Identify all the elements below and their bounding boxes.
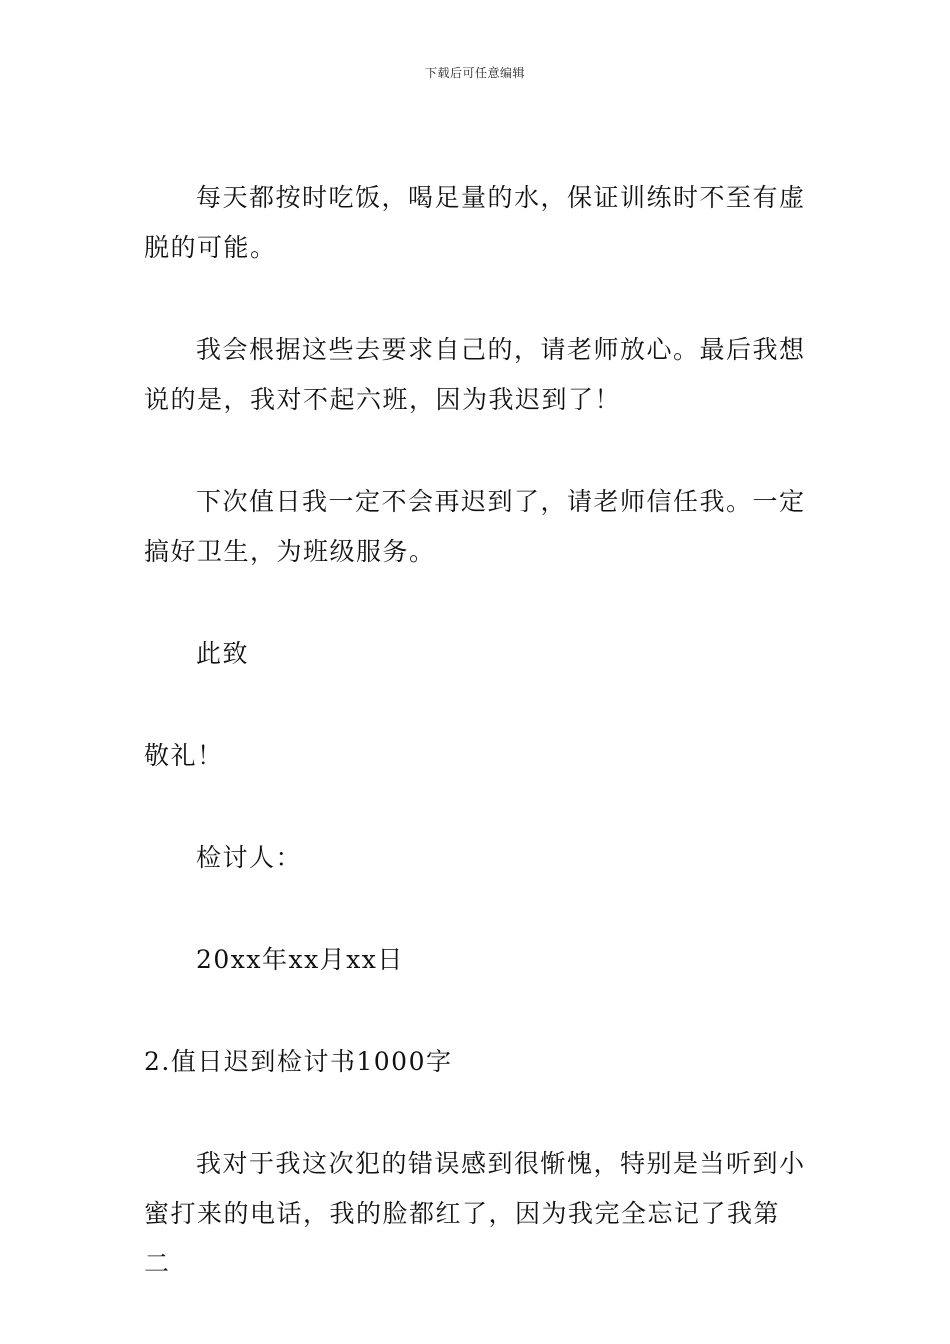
paragraph: 我会根据这些去要求自己的，请老师放心。最后我想说的是，我对不起六班，因为我迟到了！: [144, 335, 806, 414]
paragraph: 每天都按时吃饭，喝足量的水，保证训练时不至有虚脱的可能。: [144, 183, 806, 262]
paragraph: 我对于我这次犯的错误感到很惭愧，特别是当听到小蜜打来的电话，我的脸都红了，因为我完全忘记了我第二: [144, 1149, 806, 1278]
section-heading: 2.值日迟到检讨书1000字: [144, 1047, 453, 1076]
date-line: 20xx年xx月xx日: [196, 945, 404, 974]
salutation-regards: 敬礼！: [144, 741, 224, 770]
page-header: 下载后可任意编辑: [424, 66, 525, 80]
paragraph: 下次值日我一定不会再迟到了，请老师信任我。一定搞好卫生，为班级服务。: [144, 487, 806, 566]
signature-label: 检讨人：: [196, 843, 303, 872]
salutation-closing: 此致: [196, 639, 250, 668]
document-body: [144, 173, 806, 1341]
